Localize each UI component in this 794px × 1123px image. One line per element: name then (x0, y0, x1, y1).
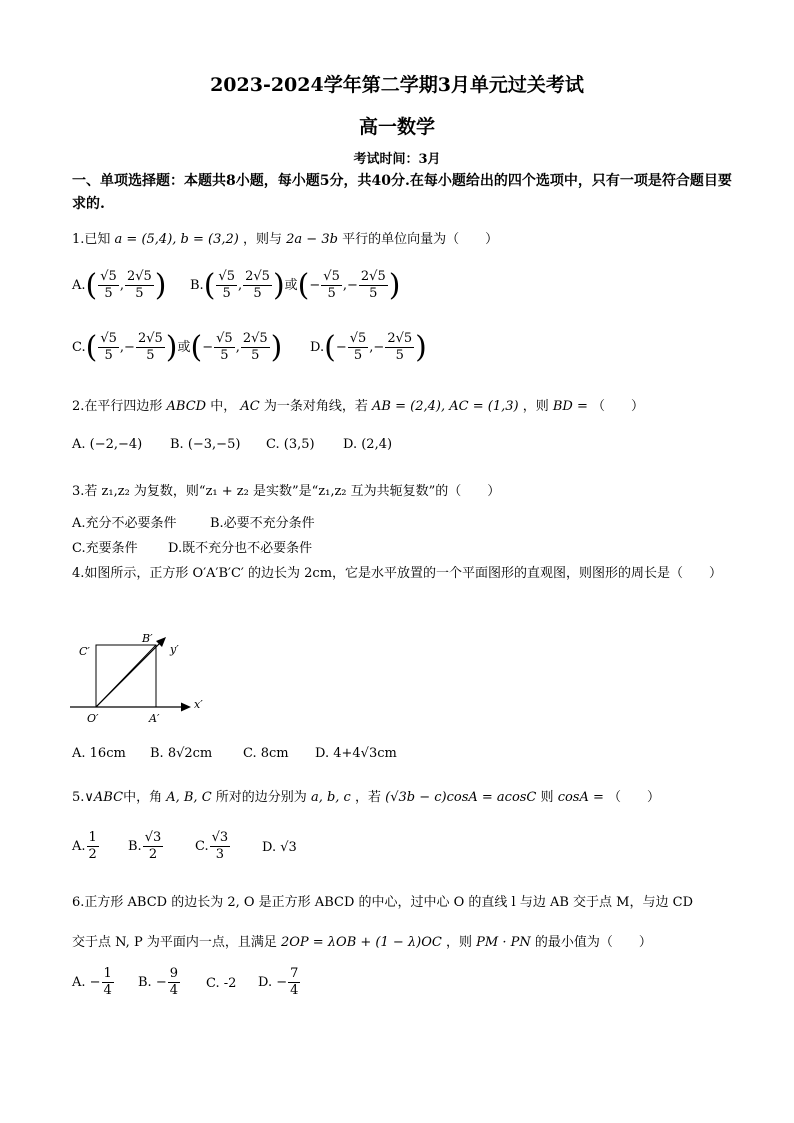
q2-abcd: ABCD (166, 399, 207, 414)
q5-equation: (√3b − c)cosA = acosC (385, 790, 537, 805)
q6-option-d[interactable]: D. − $\frac{7}{4}$ (258, 966, 299, 998)
q2-option-b[interactable]: B. (−3,−5) (170, 437, 241, 452)
q1-vector-b: b = (3,2) (180, 232, 239, 247)
subject-title: 高一数学 (358, 116, 435, 138)
q6-option-a[interactable]: A. − $\frac{1}{4}$ (72, 966, 112, 998)
q1-option-c-label: C. (72, 340, 86, 355)
q3-option-b[interactable]: B.必要不充分条件 (210, 516, 315, 531)
q2-ac: AC (240, 399, 260, 414)
q1-expression: 2a − 3b (286, 232, 338, 247)
question-5-stem (72, 787, 732, 809)
q5-option-d[interactable]: D. √3 (262, 840, 297, 855)
question-1-stem (72, 229, 732, 251)
q3-option-a[interactable]: A.充分不必要条件 (72, 516, 177, 531)
q6-option-c[interactable]: C. -2 (206, 976, 237, 991)
q2-stem-c: 为一条对角线，若 (263, 399, 368, 414)
q1-option-a-label: A. (72, 278, 86, 293)
q4-option-d[interactable]: D. 4+4√3cm (315, 746, 397, 761)
q2-stem-b: 中， (210, 399, 237, 414)
q5-stem-a: 5. (72, 790, 85, 805)
q5-sides: a, b, c (310, 790, 351, 805)
q1-option-d-label: D. (310, 340, 325, 355)
q1-vector-a: a = (5,4), (114, 232, 177, 247)
q2-option-a[interactable]: A. (−2,−4) (72, 437, 143, 452)
q4-option-b[interactable]: B. 8√2cm (150, 746, 213, 761)
q4-figure (70, 628, 220, 728)
q1-option-b[interactable]: B.( $\frac{√5}{5}$ , $\frac{2√5}{5}$ )或(− $\frac{√5}{5}$ ,− $\frac{2√5}{5}$ ) (190, 268, 401, 303)
q5-option-c[interactable]: C. $\frac{√3}{3}$ (195, 830, 229, 862)
q5-angles: A, B, C (166, 790, 212, 805)
q4-label-b: B′ (142, 632, 153, 645)
q4-label-o: O′ (87, 712, 99, 725)
q1-stem-c: 平行的单位向量为（ ） (342, 232, 499, 247)
q1-option-a[interactable]: A.( $\frac{√5}{5}$ , $\frac{2√5}{5}$ ) (72, 268, 167, 303)
q5-option-b[interactable]: B. $\frac{√3}{2}$ (128, 830, 162, 862)
q3-option-d[interactable]: D.既不充分也不必要条件 (168, 541, 313, 556)
q5-triangle: ∨ABC (84, 790, 124, 805)
question-6-line-2 (72, 932, 732, 954)
q1-b-or: 或 (284, 278, 298, 293)
q1-option-b-label: B. (190, 278, 204, 293)
q2-ab-vector: AB = (2,4), (372, 399, 446, 414)
section-heading: 一、单项选择题：本题共8小题，每小题5分，共40分.在每小题给出的四个选项中，只有一项是符合题目要求的. (72, 173, 732, 212)
q4-y-axis (96, 640, 163, 707)
q5-cos-a: cosA = (557, 790, 604, 805)
q6-equation: 2OP = λOB + (1 − λ)OC (280, 935, 442, 950)
q4-label-y: y′ (170, 643, 179, 656)
question-2-stem (72, 396, 732, 418)
question-3-stem: 3.若 z₁,z₂ 为复数，则“z₁ + z₂ 是实数”是“z₁,z₂ 互为共轭复数”的（ ） (72, 484, 501, 499)
q6-option-b[interactable]: B. − $\frac{9}{4}$ (138, 966, 178, 998)
exam-time: 考试时间：3月 (353, 152, 441, 167)
q6-line2-a: 交于点 N, P 为平面内一点，且满足 (72, 935, 277, 950)
question-4-stem: 4.如图所示，正方形 O′A′B′C′ 的边长为 2cm，它是水平放置的一个平面图形的直观图，则图形的周长是（ ） (72, 566, 723, 581)
q3-option-c[interactable]: C.充要条件 (72, 541, 138, 556)
q6-line2-b: ，则 (445, 935, 472, 950)
q2-stem-d: ，则 (522, 399, 549, 414)
q5-stem-d: ，若 (354, 790, 381, 805)
exam-title: 2023-2024学年第二学期3月单元过关考试 (210, 74, 584, 96)
q1-c-or: 或 (177, 340, 191, 355)
q1-option-c[interactable]: C.( $\frac{√5}{5}$ ,− $\frac{2√5}{5}$ )或(− $\frac{√5}{5}$ , $\frac{2√5}{5}$ ) (72, 330, 283, 365)
q4-label-a: A′ (149, 712, 160, 725)
q4-label-c: C′ (79, 645, 90, 658)
q2-option-d[interactable]: D. (2,4) (343, 437, 393, 452)
q1-stem-a: 1.已知 (72, 232, 111, 247)
q4-x-arrow (181, 703, 191, 712)
q5-stem-e: 则 (540, 790, 554, 805)
q2-stem-a: 2.在平行四边形 (72, 399, 163, 414)
q5-stem-c: 所对的边分别为 (215, 790, 307, 805)
q1-a-frac-2: $\frac{2√5}{5}$ (126, 269, 152, 301)
q5-option-a[interactable]: A. $\frac{1}{2}$ (72, 830, 97, 862)
question-6-line-1: 6.正方形 ABCD 的边长为 2, O 是正方形 ABCD 的中心，过中心 O 的直线 l 与边 AB 交于点 M，与边 CD (72, 895, 693, 910)
q5-stem-b: 中，角 (123, 790, 163, 805)
q2-ac-vector: AC = (1,3) (449, 399, 519, 414)
q4-option-c[interactable]: C. 8cm (243, 746, 289, 761)
q5-stem-f: （ ） (608, 790, 661, 805)
q6-line2-c: 的最小值为（ ） (534, 935, 652, 950)
q1-option-d[interactable]: D.(− $\frac{√5}{5}$ ,− $\frac{2√5}{5}$ ) (310, 330, 427, 365)
q1-stem-b: ，则与 (242, 232, 282, 247)
q2-bd-vector: BD = (552, 399, 588, 414)
q4-option-a[interactable]: A. 16cm (72, 746, 126, 761)
q1-a-frac-1: $\frac{√5}{5}$ (100, 269, 117, 301)
q6-dot-product: PM · PN (476, 935, 531, 950)
q4-label-x: x′ (194, 698, 203, 711)
q2-stem-e: （ ） (592, 399, 645, 414)
q2-option-c[interactable]: C. (3,5) (266, 437, 315, 452)
